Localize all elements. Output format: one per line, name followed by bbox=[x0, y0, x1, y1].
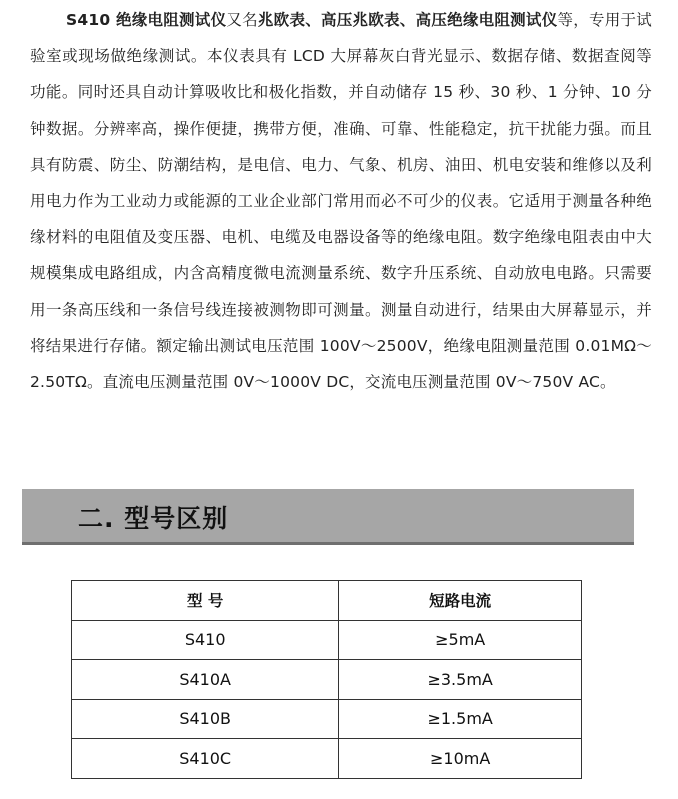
current-cell: ≥3.5mA bbox=[339, 660, 582, 700]
product-model-name: S410 绝缘电阻测试仪 bbox=[66, 11, 227, 29]
current-cell: ≥10mA bbox=[339, 739, 582, 779]
model-cell: S410C bbox=[72, 739, 339, 779]
intro-paragraph bbox=[30, 2, 652, 400]
table-row bbox=[72, 620, 582, 660]
table-row bbox=[72, 660, 582, 700]
table-row bbox=[72, 739, 582, 779]
model-cell: S410B bbox=[72, 699, 339, 739]
product-alias-names: 兆欧表、高压兆欧表、高压绝缘电阻测试仪 bbox=[257, 11, 558, 29]
section-title: 二. 型号区别 bbox=[78, 504, 229, 533]
table-row bbox=[72, 699, 582, 739]
column-header-model: 型 号 bbox=[72, 581, 339, 621]
intro-text-2: 等，专用于试验室或现场做绝缘测试。本仪表具有 LCD 大屏幕灰白背光显示、数据存储、数据查阅等功能。同时还具自动计算吸收比和极化指数，并自动储存 15 秒、30 秒、1 分钟、10 分钟数据。分辨率高，操作便捷，携带方便，准确、可靠、性能稳定，抗干扰能力强。而且具有防震、防尘、防潮结构，是电信、电力、气象、机房、油田、机电安装和维修以及利用电力作为工业动力或能源的工业企业部门常用而必不可少的仪表。它适用于测量各种绝缘材料的电阻值及变压器、电机、电缆及电器设备等的绝缘电阻。数字绝缘电阻表由中大规模集成电路组成，内含高精度微电流测量系统、数字升压系统、自动放电电路。只需要用一条高压线和一条信号线连接被测物即可测量。测量自动进行，结果由大屏幕显示，并将结果进行存储。额定输出测试电压范围 100V～2500V，绝缘电阻测量范围 0.01MΩ～2.50TΩ。直流电压测量范围 0V～1000V DC，交流电压测量范围 0V～750V AC。 bbox=[30, 11, 653, 392]
model-cell: S410 bbox=[72, 620, 339, 660]
table-header-row bbox=[72, 581, 582, 621]
model-cell: S410A bbox=[72, 660, 339, 700]
model-comparison-table bbox=[71, 580, 582, 779]
current-cell: ≥5mA bbox=[339, 620, 582, 660]
intro-text-1: 又名 bbox=[226, 11, 258, 29]
section-header-bar bbox=[22, 489, 634, 545]
current-cell: ≥1.5mA bbox=[339, 699, 582, 739]
column-header-short-circuit-current: 短路电流 bbox=[339, 581, 582, 621]
